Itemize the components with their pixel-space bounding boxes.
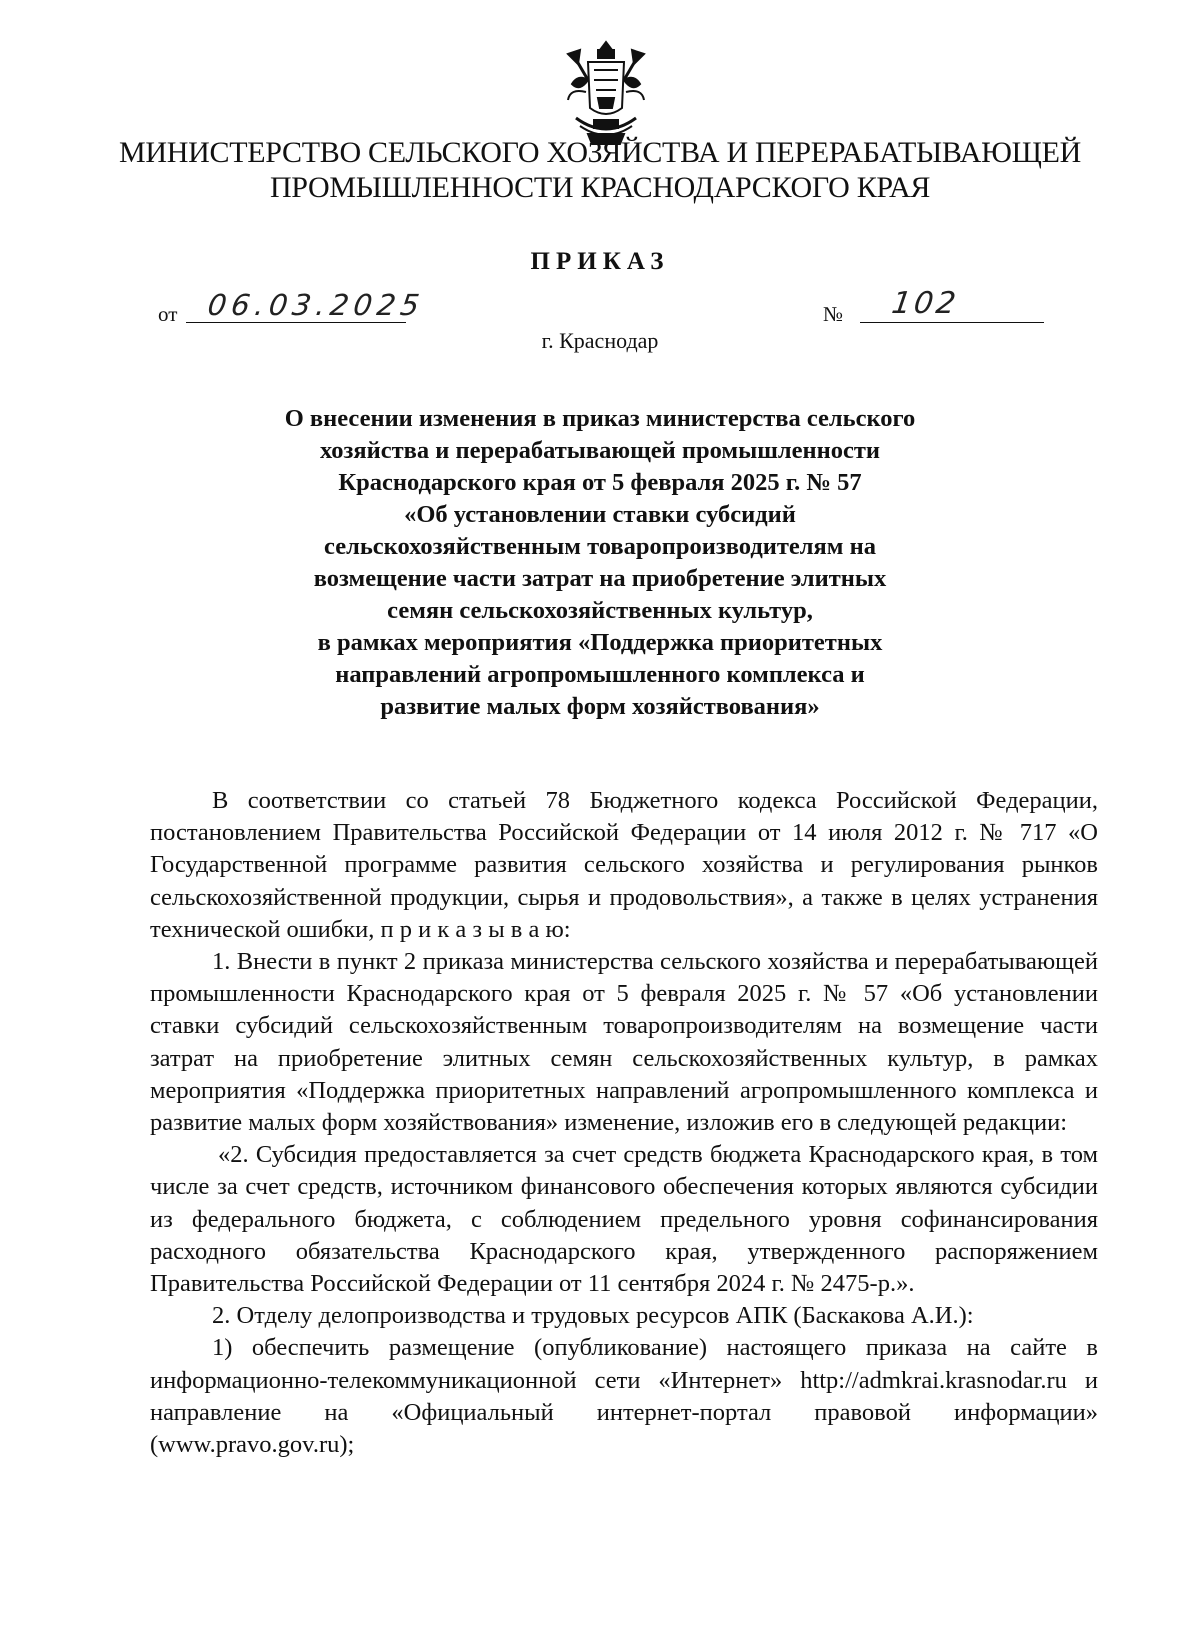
title-line: возмещение части затрат на приобретение элитных	[313, 565, 887, 592]
title-line: О внесении изменения в приказ министерства сельского	[284, 405, 916, 432]
number-underline	[860, 322, 1044, 323]
handwritten-date: 06.03.2025	[205, 288, 427, 322]
preamble-paragraph: В соответствии со статьей 78 Бюджетного кодекса Российской Федерации, постановлением Правительства Российской Федерации от 14 июля 2012 г. № 717 «О Государственной программе развития сельского хозяйства и регулирования рынков сельскохозяйственной продукции, сырья и продовольствия», а также в целях устранения технической ошибки, п р и к а з ы в а ю:	[150, 787, 1098, 943]
order-body	[150, 785, 1098, 1461]
ministry-name-line-1: МИНИСТЕРСТВО СЕЛЬСКОГО ХОЗЯЙСТВА И ПЕРЕРАБАТЫВАЮЩЕЙ	[119, 136, 1081, 169]
title-line: Краснодарского края от 5 февраля 2025 г. № 57	[338, 469, 862, 496]
order-title	[200, 403, 1000, 723]
title-line: сельскохозяйственным товаропроизводителям на	[324, 533, 876, 560]
item-2-paragraph: 2. Отделу делопроизводства и трудовых ресурсов АПК (Баскакова А.И.):	[212, 1302, 974, 1330]
document-type: ПРИКАЗ	[530, 248, 670, 275]
city: г. Краснодар	[541, 328, 659, 353]
title-line: направлений агропромышленного комплекса и	[335, 661, 865, 688]
item-1-paragraph: 1. Внести в пункт 2 приказа министерства сельского хозяйства и перерабатывающей промышленности Краснодарского края от 5 февраля 2025 г. № 57 «Об установлении ставки субсидий сельскохозяйственным товаропроизводителям на возмещение части затрат на приобретение элитных семян сельскохозяйственных культур, в рамках мероприятия «Поддержка приоритетных направлений агропромышленного комплекса и развитие малых форм хозяйствования» изменение, изложив его в следующей редакции:	[150, 948, 1098, 1137]
number-prefix: №	[823, 302, 844, 326]
title-line: семян сельскохозяйственных культур,	[387, 597, 813, 624]
item-1-quote-paragraph: «2. Субсидия предоставляется за счет средств бюджета Краснодарского края, в том числе за счет средств, источником финансового обеспечения которых являются субсидии из федерального бюджета, с соблюдением предельного уровня софинансирования расходного обязательства Краснодарского края, утвержденного распоряжением Правительства Российской Федерации от 11 сентября 2024 г. № 2475-р.».	[150, 1141, 1098, 1298]
item-2-subitem-1-paragraph: 1) обеспечить размещение (опубликование) настоящего приказа на сайте в информационно-телекоммуникационной сети «Интернет» http://admkrai.krasnodar.ru и направление на «Официальный интернет-портал правовой информации» (www.pravo.gov.ru);	[150, 1334, 1098, 1459]
title-line: хозяйства и перерабатывающей промышленности	[319, 437, 881, 464]
title-line: развитие малых форм хозяйствования»	[380, 693, 820, 720]
date-prefix: от	[158, 302, 178, 326]
date-underline	[186, 322, 406, 323]
handwritten-number: 102	[889, 286, 961, 321]
ministry-name-line-2: ПРОМЫШЛЕННОСТИ КРАСНОДАРСКОГО КРАЯ	[269, 171, 931, 204]
title-line: «Об установлении ставки субсидий	[404, 501, 796, 528]
title-line: в рамках мероприятия «Поддержка приоритетных	[317, 629, 883, 656]
